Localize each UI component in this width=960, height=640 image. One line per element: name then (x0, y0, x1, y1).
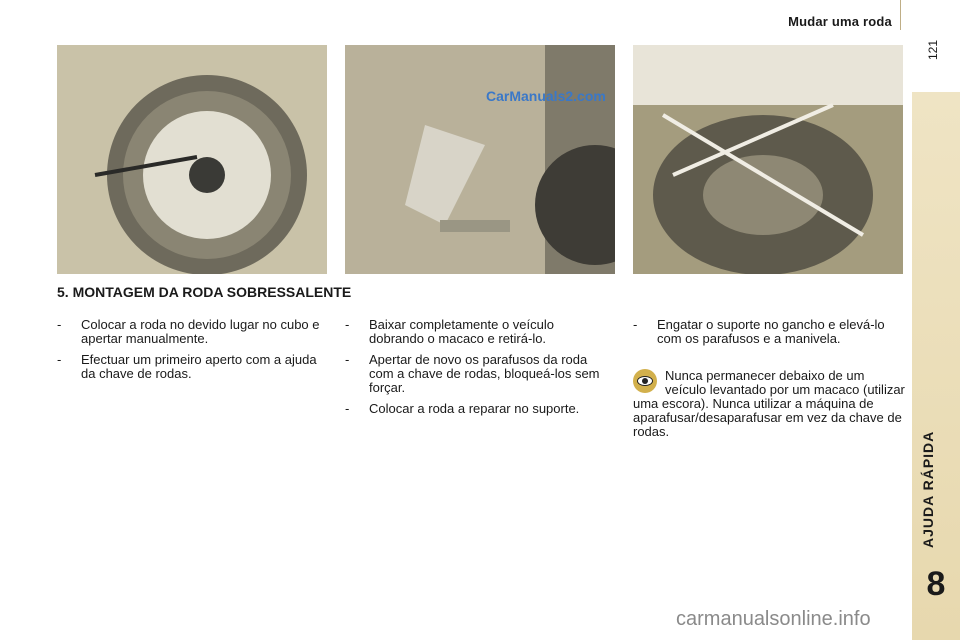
footer-watermark: carmanualsonline.info (676, 608, 871, 630)
instruction-item: - Engatar o suporte no gancho e elevá-lo com os parafusos e a manivela. (633, 317, 885, 346)
instructions-column-2 (345, 318, 605, 423)
header-divider (900, 0, 901, 30)
watermark-text: CarManuals2.com (486, 88, 606, 104)
instruction-item: - Efectuar um primeiro aperto com a ajuda da chave de rodas. (57, 352, 317, 381)
warning-text: Nunca permanecer debaixo de um veículo levantado por um macaco (utilizar uma escora). Nunca utilizar a máquina de aparafusar/desaparafusar em vez da chave de rodas. (633, 368, 905, 439)
instruction-item: - Baixar completamente o veículo dobrando o macaco e retirá-lo. (345, 317, 554, 346)
spare-carrier-photo (633, 45, 903, 274)
wheel-photo (57, 45, 327, 274)
chapter-number: 8 (926, 565, 946, 603)
page-number: 121 (926, 39, 940, 60)
page-header-title: Mudar uma roda (788, 14, 892, 29)
instructions-column-3 (633, 318, 903, 353)
instructions-column-1 (57, 318, 327, 388)
instruction-item: - Apertar de novo os parafusos da roda com a chave de rodas, bloqueá-los sem forçar. (345, 352, 600, 395)
warning-note (633, 369, 905, 439)
instruction-item: - Colocar a roda no devido lugar no cubo e apertar manualmente. (57, 317, 320, 346)
instruction-item: - Colocar a roda a reparar no suporte. (345, 401, 580, 416)
section-title: 5. MONTAGEM DA RODA SOBRESSALENTE (57, 284, 352, 300)
jack-photo (345, 45, 615, 274)
chapter-tab (912, 92, 960, 640)
eye-warning-icon (633, 369, 657, 393)
chapter-tab-label: AJUDA RÁPIDA (920, 430, 936, 548)
